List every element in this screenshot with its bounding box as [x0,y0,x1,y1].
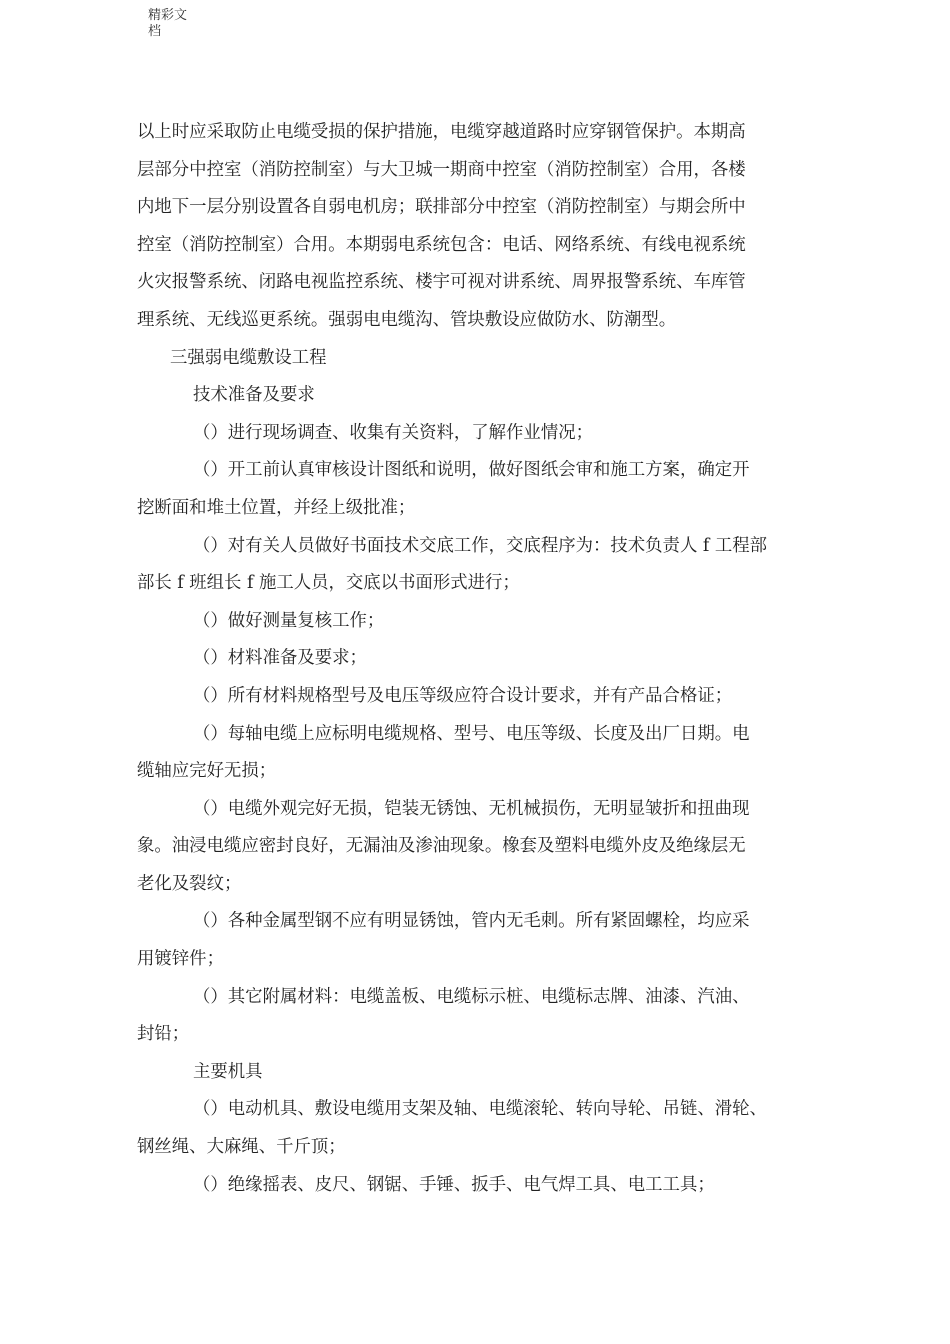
list-item: （）材料准备及要求； [193,648,367,669]
list-item: （）绝缘摇表、皮尺、钢锯、手锤、扳手、电气焊工具、电工工具； [193,1174,715,1195]
list-item-line: （）开工前认真审核设计图纸和说明，做好图纸会审和施工方案，确定开 [193,460,750,481]
intro-line: 理系统、无线巡更系统。强弱电电缆沟、管块敷设应做防水、防潮型。 [137,309,677,330]
list-item [137,791,817,904]
list-item-line: （）电动机具、敷设电缆用支架及轴、电缆滚轮、转向导轮、吊链、滑轮、 [193,1099,767,1120]
intro-line: 以上时应采取防止电缆受损的保护措施，电缆穿越道路时应穿钢管保护。本期高 [137,122,746,142]
list-item: （）进行现场调查、收集有关资料，了解作业情况； [193,422,593,443]
document-body [137,114,817,1204]
subsection-title-prep: 技术准备及要求 [193,385,315,406]
list-item [137,716,817,791]
list-item-line: 老化及裂纹； [137,873,242,894]
list-item [137,979,817,1054]
intro-line: 控室（消防控制室）合用。本期弱电系统包含：电话、网络系统、有线电视系统 [137,234,746,255]
list-item [137,528,817,603]
list-item-line: 缆轴应完好无损； [137,761,277,782]
list-item-line: （）每轴电缆上应标明电缆规格、型号、电压等级、长度及出厂日期。电 [193,723,750,744]
intro-line: 层部分中控室（消防控制室）与大卫城一期商中控室（消防控制室）合用，各楼 [137,159,746,180]
list-item: （）做好测量复核工作； [193,610,385,631]
list-item-line: （）电缆外观完好无损，铠装无锈蚀、无机械损伤，无明显皱折和扭曲现 [193,798,750,819]
list-item: （）所有材料规格型号及电压等级应符合设计要求，并有产品合格证； [193,685,733,706]
list-item-line: 挖断面和堆土位置，并经上级批准； [137,497,416,518]
list-item-line: （）对有关人员做好书面技术交底工作，交底程序为：技术负责人 f 工程部 [193,535,767,556]
intro-line: 火灾报警系统、闭路电视监控系统、楼宇可视对讲系统、周界报警系统、车库管 [137,272,746,293]
list-item-line: （）各种金属型钢不应有明显锈蚀，管内无毛刺。所有紧固螺栓，均应采 [193,911,750,932]
header-watermark: 精彩文档 [148,8,188,39]
list-item [137,452,817,527]
list-item [137,1091,817,1166]
section-title: 三强弱电缆敷设工程 [170,347,327,368]
subsection-title-tools: 主要机具 [193,1061,263,1082]
list-item-line: 钢丝绳、大麻绳、千斤顶； [137,1137,346,1158]
list-item-line: 用镀锌件； [137,949,224,970]
list-item-line: 部长 f 班组长 f 施工人员，交底以书面形式进行； [137,573,520,594]
list-item-line: （）其它附属材料：电缆盖板、电缆标示桩、电缆标志牌、油漆、汽油、 [193,986,750,1007]
intro-line: 内地下一层分别设置各自弱电机房；联排部分中控室（消防控制室）与期会所中 [137,197,746,218]
intro-paragraph [137,114,817,340]
list-item-line: 象。油浸电缆应密封良好，无漏油及渗油现象。橡套及塑料电缆外皮及绝缘层无 [137,836,746,857]
list-item-line: 封铅； [137,1024,190,1045]
list-item [137,903,817,978]
